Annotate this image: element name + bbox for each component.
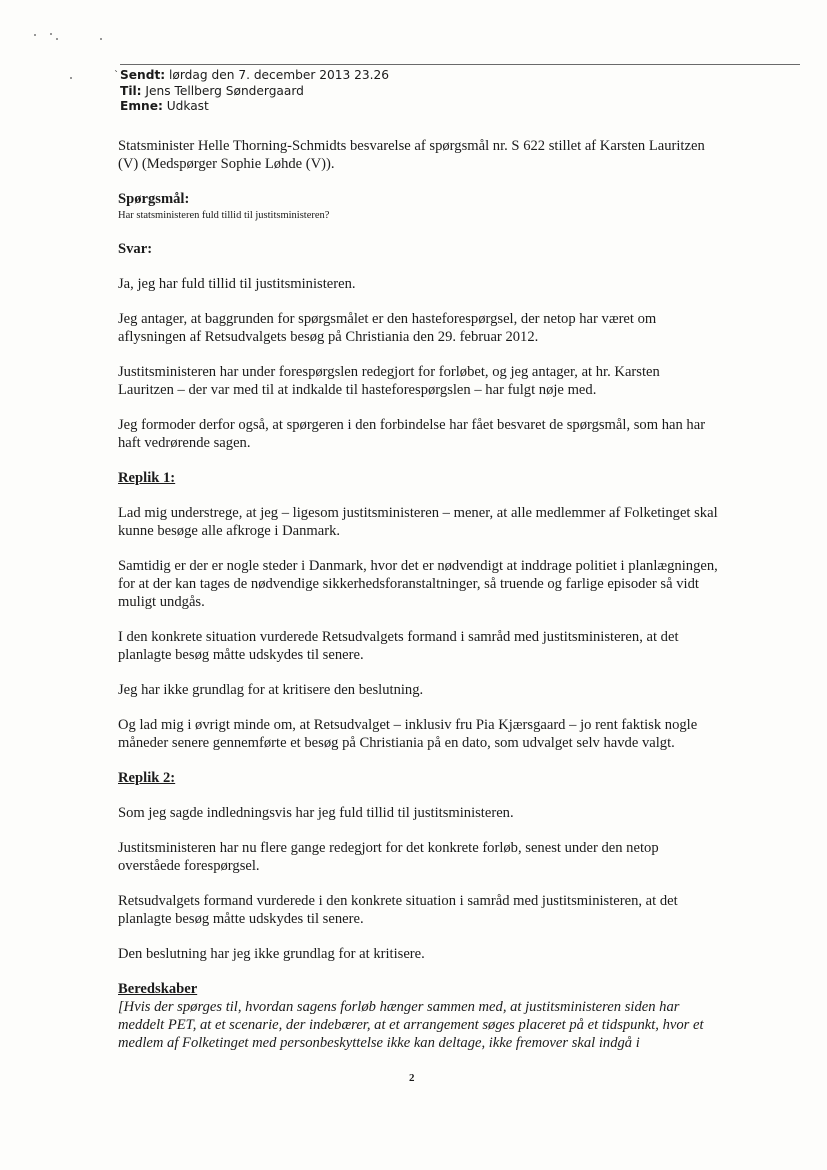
replik1-paragraph: Og lad mig i øvrigt minde om, at Retsudvalget – inklusiv fru Pia Kjærsgaard – jo rent faktisk nogle måneder senere gennemførte et besøg på Christiania på en dato, som udvalget selv havde valgt. — [118, 717, 698, 751]
to-row — [120, 84, 720, 100]
header-rule — [120, 64, 800, 65]
subject-row — [120, 99, 720, 115]
answer-paragraph: Jeg formoder derfor også, at spørgeren i den forbindelse har fået besvaret de spørgsmål, som han har haft vedrørende sagen. — [118, 417, 706, 451]
document-body — [118, 137, 718, 1052]
answer-paragraph: Justitsministeren har under forespørgslen redegjort for forløbet, og jeg antager, at hr. Karsten Lauritzen – der var med til at indkalde til hasteforespørgslen – har fulgt nøje med. — [118, 364, 660, 398]
answer-paragraph: Ja, jeg har fuld tillid til justitsministeren. — [118, 276, 356, 292]
answer-heading: Svar: — [118, 241, 153, 257]
replik2-paragraph: Den beslutning har jeg ikke grundlag for at kritisere. — [118, 946, 425, 962]
question-text: Har statsministeren fuld tillid til justitsministeren? — [118, 210, 330, 221]
header-tick-mark: ˋ — [114, 70, 119, 81]
sent-value: lørdag den 7. december 2013 23.26 — [169, 68, 390, 82]
to-value: Jens Tellberg Søndergaard — [145, 83, 304, 98]
answer-paragraph: Jeg antager, at baggrunden for spørgsmålet er den hasteforespørgsel, der netop har været om aflysningen af Retsudvalgets besøg på Christiania den 29. februar 2012. — [118, 311, 657, 345]
replik2-paragraph: Som jeg sagde indledningsvis har jeg fuld tillid til justitsministeren. — [118, 805, 514, 821]
question-heading: Spørgsmål: — [118, 191, 190, 207]
beredskaber-heading: Beredskaber — [118, 981, 198, 997]
replik2-paragraph: Justitsministeren har nu flere gange redegjort for det konkrete forløb, senest under den netop overståede forespørgsel. — [118, 840, 659, 874]
page-number: 2 — [409, 1072, 415, 1084]
sent-label: Sendt: — [120, 68, 166, 82]
intro-paragraph: Statsminister Helle Thorning-Schmidts besvarelse af spørgsmål nr. S 622 stillet af Karsten Lauritzen (V) (Medspørger Sophie Løhde (V)). — [118, 138, 705, 172]
replik1-heading: Replik 1: — [118, 470, 176, 486]
replik1-paragraph: Lad mig understrege, at jeg – ligesom justitsministeren – mener, at alle medlemmer af Folketinget skal kunne besøge alle afkroge i Danmark. — [118, 505, 718, 539]
replik2-paragraph: Retsudvalgets formand vurderede i den konkrete situation i samråd med justitsministeren, at det planlagte besøg måtte udskydes til senere. — [118, 893, 678, 927]
replik1-paragraph: Samtidig er der er nogle steder i Danmark, hvor det er nødvendigt at inddrage politiet i planlægningen, for at der kan tages de nødvendige sikkerhedsforanstaltninger, så truende og farlige episoder så vidt muligt undgås. — [118, 558, 718, 610]
subject-label: Emne: — [120, 99, 163, 113]
replik2-heading: Replik 2: — [118, 770, 176, 786]
to-label: Til: — [120, 83, 142, 98]
replik1-paragraph: I den konkrete situation vurderede Retsudvalgets formand i samråd med justitsministeren, at det planlagte besøg måtte udskydes til senere. — [118, 629, 679, 663]
subject-value: Udkast — [166, 99, 209, 113]
beredskaber-text: [Hvis der spørges til, hvordan sagens forløb hænger sammen med, at justitsministeren siden har meddelt PET, at et scenarie, der indebærer, at et arrangement søges placeret på et tidspunkt, hvor et medlem af Folketinget med personbeskyttelse ikke kan deltage, ikke fremover skal indgå i — [118, 999, 704, 1051]
email-header — [120, 68, 720, 115]
sent-row — [120, 68, 720, 84]
replik1-paragraph: Jeg har ikke grundlag for at kritisere den beslutning. — [118, 682, 424, 698]
